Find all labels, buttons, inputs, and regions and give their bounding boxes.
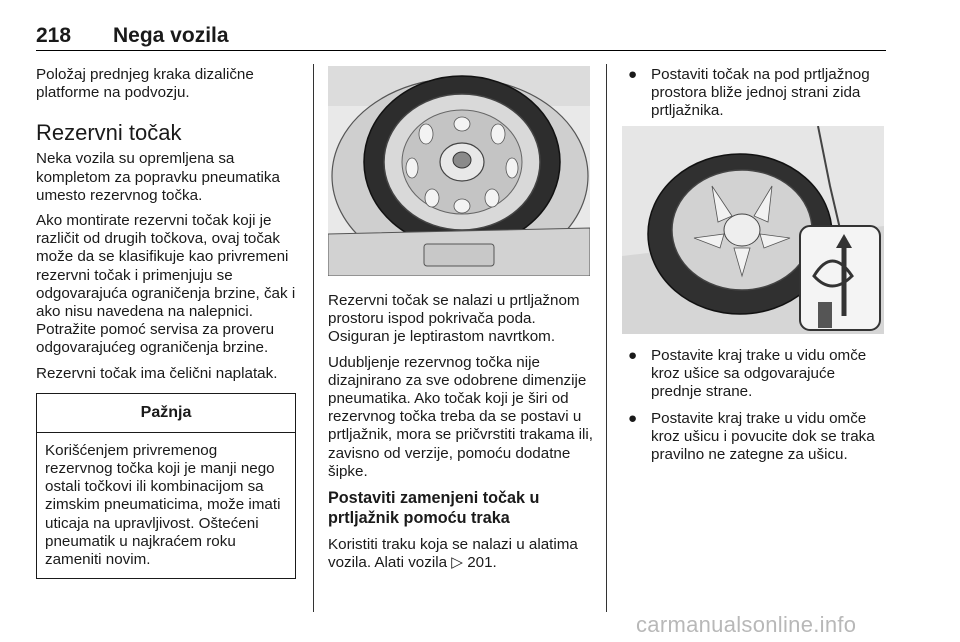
page-reference-icon: ▷ bbox=[451, 554, 463, 572]
column-3-continued bbox=[622, 347, 888, 472]
column-2 bbox=[328, 292, 594, 579]
paragraph: Neka vozila su opremljena sa kompletom za popravku pneumatika umesto rezervnog točka. bbox=[36, 150, 280, 204]
spare-wheel-illustration bbox=[328, 66, 590, 276]
paragraph: Rezervni točak ima čelični naplatak. bbox=[36, 364, 278, 382]
bullet-icon: ● bbox=[628, 347, 638, 364]
watermark: carmanualsonline.info bbox=[636, 612, 857, 637]
paragraph bbox=[328, 536, 594, 572]
warning-title: Pažnja bbox=[37, 394, 295, 433]
list-item bbox=[622, 410, 888, 465]
column-divider bbox=[313, 64, 314, 612]
list-item-text: Postaviti točak na pod prtljažnog prostora bliže jednoj strani zida prtljažnika. bbox=[651, 66, 870, 120]
column-divider bbox=[606, 64, 607, 612]
paragraph: Ako montirate rezervni točak koji je različit od drugih točkova, ovaj točak može da se klasifikuje kao privremeni rezervni točak i primenjuju se odgovarajuća ograničenja brzine, čak i ako nisu navedena na nalepnici. Potražite pomoć servisa za proveru odgovarajućeg ograničenja brzine. bbox=[36, 212, 296, 357]
section-heading: Rezervni točak bbox=[36, 120, 182, 146]
list-item bbox=[622, 347, 888, 402]
bullet-icon: ● bbox=[628, 66, 638, 83]
list-item-text: Postavite kraj trake u vidu omče kroz ušicu i povucite dok se traka pravilno ne zategne za ušicu. bbox=[651, 409, 875, 464]
page-number: 218 bbox=[36, 24, 72, 47]
page-reference: 201. bbox=[467, 554, 497, 572]
intro-paragraph: Položaj prednjeg kraka dizalične platforme na podvozju. bbox=[36, 66, 254, 102]
warning-body: Korišćenjem privremenog rezervnog točka koji je manji nego ostali točkovi ili kombinacijom sa zimskim pneumaticima, može imati uticaja na upravljivost. Oštećeni pneumatik u najkraćem roku zameniti novim. bbox=[45, 441, 281, 569]
bullet-icon: ● bbox=[628, 409, 638, 427]
column-3 bbox=[622, 66, 888, 129]
paragraph: Udubljenje rezervnog točka nije dizajnirano za sve odobrene dimenzije pneumatika. Ako točak koji je širi od rezervnog točka treba da se postavi u prtljažnik, mora se pričvrstiti trakama ili, zavisno od verzije, pomoću dodatne šipke. bbox=[328, 353, 593, 480]
paragraph-text: Koristiti traku koja se nalazi u alatima vozila. Alati vozila bbox=[328, 536, 578, 572]
paragraph: Rezervni točak se nalazi u prtljažnom prostoru ispod pokrivača poda. Osiguran je leptirastom navrtkom. bbox=[328, 292, 580, 346]
strap-illustration bbox=[622, 126, 884, 334]
page-header bbox=[36, 22, 886, 51]
column-1 bbox=[36, 66, 300, 579]
subsection-heading: Postaviti zamenjeni točak u prtljažnik pomoću traka bbox=[328, 489, 540, 528]
warning-box bbox=[36, 393, 296, 579]
list-item-text: Postavite kraj trake u vidu omče kroz ušice sa odgovarajuće prednje strane. bbox=[651, 347, 867, 401]
chapter-title: Nega vozila bbox=[113, 24, 229, 47]
list-item bbox=[622, 66, 888, 121]
